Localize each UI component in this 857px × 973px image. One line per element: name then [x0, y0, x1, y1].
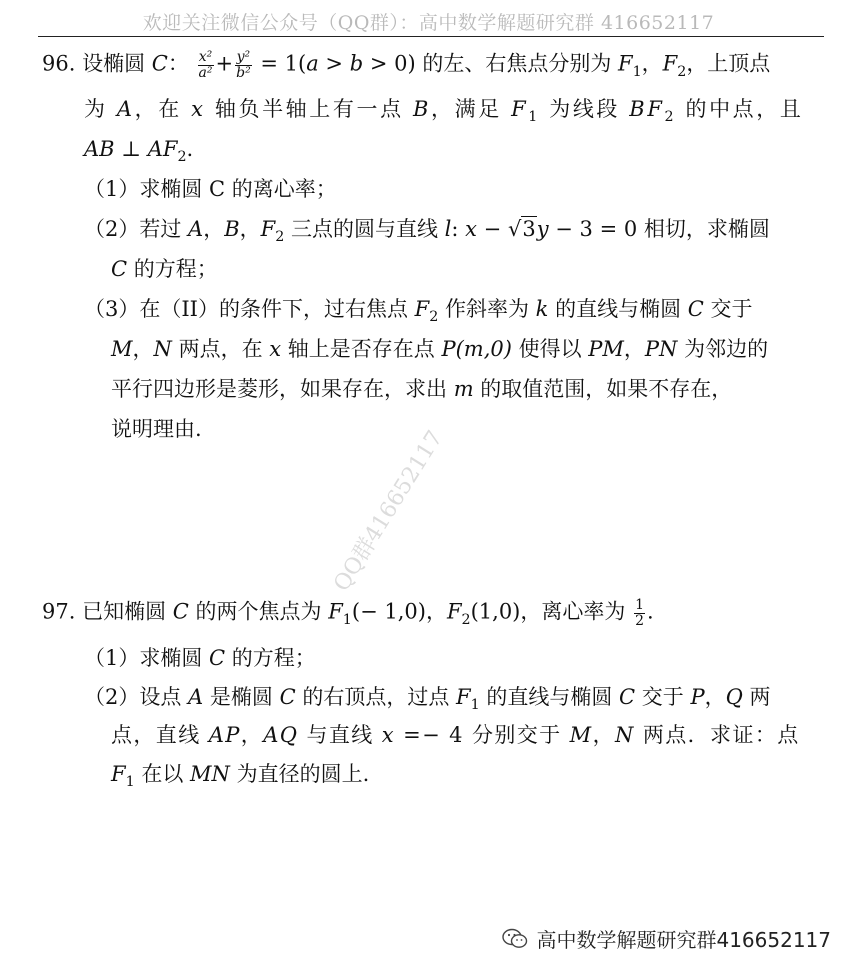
sub: 2	[677, 63, 687, 80]
text: 的两个焦点为	[188, 599, 329, 624]
text: ，	[623, 337, 645, 361]
sub: 2	[275, 229, 285, 246]
text: ，	[132, 337, 154, 361]
text: ，	[239, 217, 261, 241]
text: 分别交于	[463, 723, 570, 747]
sub: 1	[470, 697, 480, 714]
text: 平行四边形是菱形，如果存在，求出	[111, 377, 454, 401]
var: BF	[629, 97, 665, 121]
text: 的方程；	[127, 257, 218, 281]
var: F	[511, 97, 529, 121]
sub: 2	[461, 611, 471, 628]
q96-part-2-line-2	[111, 257, 218, 282]
text: 设椭圆	[82, 51, 152, 76]
var-C: C	[151, 51, 168, 76]
text: 两	[742, 685, 771, 709]
sub: 1	[125, 774, 135, 791]
var: A	[188, 685, 204, 709]
var: AF	[147, 137, 178, 161]
radicand: 3	[522, 217, 536, 241]
text: 为邻边的	[677, 337, 769, 361]
text: − 3 = 0	[548, 217, 638, 241]
q96-line-3	[84, 137, 193, 166]
text: 为线段	[539, 97, 630, 121]
sub: 2	[429, 309, 439, 326]
footer-text: 高中数学解题研究群416652117	[536, 928, 831, 952]
q97-line-1	[42, 598, 654, 629]
var: m	[453, 377, 474, 401]
fraction-x2-a2	[198, 50, 214, 80]
text: 为直径的圆上.	[229, 762, 370, 786]
text: (− 1,0)	[351, 599, 426, 624]
text: 轴上是否存在点	[281, 337, 442, 361]
var: N	[153, 337, 172, 361]
var: MN	[190, 762, 230, 786]
text: ，	[203, 217, 225, 241]
text: (1,0)	[470, 599, 521, 624]
var: C	[172, 599, 189, 624]
var: PM	[588, 337, 624, 361]
text: 使得以	[511, 337, 589, 361]
var: A	[188, 217, 204, 241]
text: 轴负半轴上有一点	[205, 97, 413, 121]
frac-den: 2	[635, 612, 644, 629]
q97-part-2-line-2	[111, 723, 800, 748]
wechat-icon	[502, 928, 528, 950]
var: F	[456, 685, 471, 709]
q96-part-1: （1）求椭圆 C 的离心率；	[84, 177, 337, 201]
text: = 1(	[253, 51, 307, 76]
var: P(m,0)	[441, 337, 512, 361]
var: N	[614, 723, 635, 747]
sub: 2	[177, 149, 187, 166]
var: F	[414, 297, 430, 321]
q96-part-3-line-2	[111, 337, 768, 362]
var: C	[209, 646, 226, 670]
text: （1）求椭圆	[84, 646, 210, 670]
sqrt-3: √3	[507, 217, 536, 241]
var: x	[381, 723, 395, 747]
var: C	[279, 685, 296, 709]
var: F	[260, 217, 276, 241]
text: 点，直线	[111, 723, 209, 747]
text: ，在	[134, 97, 192, 121]
q96-part-3-line-3	[111, 377, 732, 402]
var: x	[269, 337, 282, 361]
var: F	[662, 51, 678, 76]
text: （3）在（II）的条件下，过右焦点	[84, 297, 415, 321]
sub: 2	[664, 109, 677, 126]
q97-part-1	[84, 646, 316, 671]
fraction-one-half	[634, 598, 645, 628]
var: C	[687, 297, 704, 321]
text: ，	[425, 599, 447, 624]
text: ，上顶点	[686, 51, 771, 76]
text: （2）设点	[84, 685, 189, 709]
var: M	[111, 337, 133, 361]
var: l	[444, 217, 452, 241]
text: −	[477, 217, 508, 241]
text: （2）若过	[84, 217, 189, 241]
sub: 1	[632, 63, 642, 80]
text: .	[186, 137, 194, 161]
q96-line-1	[42, 50, 770, 81]
var: F	[111, 762, 126, 786]
var: Q	[725, 685, 743, 709]
q96-part-3-line-4: 说明理由.	[111, 417, 202, 441]
text: +	[215, 51, 234, 76]
text: 与直线	[298, 723, 382, 747]
var: AB	[84, 137, 115, 161]
var: C	[111, 257, 128, 281]
text: 为	[84, 97, 117, 121]
var: B	[224, 217, 240, 241]
var: F	[328, 599, 343, 624]
page-header: 欢迎关注微信公众号（QQ群）：高中数学解题研究群 416652117	[142, 12, 715, 34]
text: 的方程；	[225, 646, 316, 670]
sub: 1	[342, 611, 352, 628]
var: F	[618, 51, 633, 76]
var: A	[116, 97, 135, 121]
header-rule	[38, 36, 824, 37]
q97-part-2-line-1	[84, 685, 771, 714]
text: ⊥	[114, 137, 148, 161]
text: ，离心率为	[520, 599, 633, 624]
text: 交于	[703, 297, 753, 321]
sub: 1	[528, 109, 540, 126]
text: 的取值范围，如果不存在，	[473, 377, 733, 401]
text: 两点，在	[171, 337, 270, 361]
var: M	[569, 723, 593, 747]
var: P	[690, 685, 705, 709]
text: 是椭圆	[203, 685, 280, 709]
frac-num: y²	[236, 49, 251, 65]
q96-part-2-line-1	[84, 217, 770, 246]
text: 三点的圆与直线	[284, 217, 445, 241]
var: AP	[208, 723, 241, 747]
fraction-y2-b2	[235, 50, 252, 80]
text: 的中点，且	[676, 97, 804, 121]
text: 已知椭圆	[82, 599, 173, 624]
var: k	[535, 297, 549, 321]
var: F	[446, 599, 462, 624]
var: a	[306, 51, 319, 76]
frac-den: a²	[198, 64, 213, 81]
frac-num: x²	[198, 49, 213, 65]
q97-part-2-line-3	[111, 762, 369, 791]
var: y	[536, 217, 549, 241]
var: PN	[644, 337, 678, 361]
text: ，	[704, 685, 726, 709]
text: ，	[641, 51, 663, 76]
var: x	[465, 217, 477, 241]
footer-brand	[502, 924, 831, 953]
text: 在以	[134, 762, 191, 786]
text: 的左、右焦点分别为	[415, 51, 618, 76]
var: C	[619, 685, 636, 709]
text: 作斜率为	[438, 297, 536, 321]
diagonal-watermark: QQ群416652117	[329, 426, 448, 596]
var: B	[412, 97, 431, 121]
text: 的直线与椭圆	[479, 685, 620, 709]
text: 相切，求椭圆	[637, 217, 770, 241]
q96-number: 96.	[42, 51, 76, 76]
frac-den: b²	[236, 64, 251, 81]
var: b	[349, 51, 364, 76]
text: .	[647, 599, 654, 624]
q96-part-3-line-1	[84, 297, 753, 326]
text: > 0)	[363, 51, 416, 76]
text: ，满足	[431, 97, 512, 121]
text: =− 4	[395, 723, 464, 747]
text: ，	[592, 723, 615, 747]
var: x	[191, 97, 206, 121]
text: >	[318, 51, 350, 76]
text: 的右顶点，过点	[295, 685, 457, 709]
text: 两点．求证：点	[634, 723, 800, 747]
var: AQ	[263, 723, 299, 747]
text: ：	[167, 51, 189, 76]
q96-line-2	[84, 97, 803, 126]
text: :	[451, 217, 466, 241]
text: 的直线与椭圆	[548, 297, 688, 321]
text: 交于	[635, 685, 691, 709]
text: ，	[240, 723, 264, 747]
frac-num: 1	[635, 597, 644, 613]
q97-number: 97.	[42, 599, 76, 624]
